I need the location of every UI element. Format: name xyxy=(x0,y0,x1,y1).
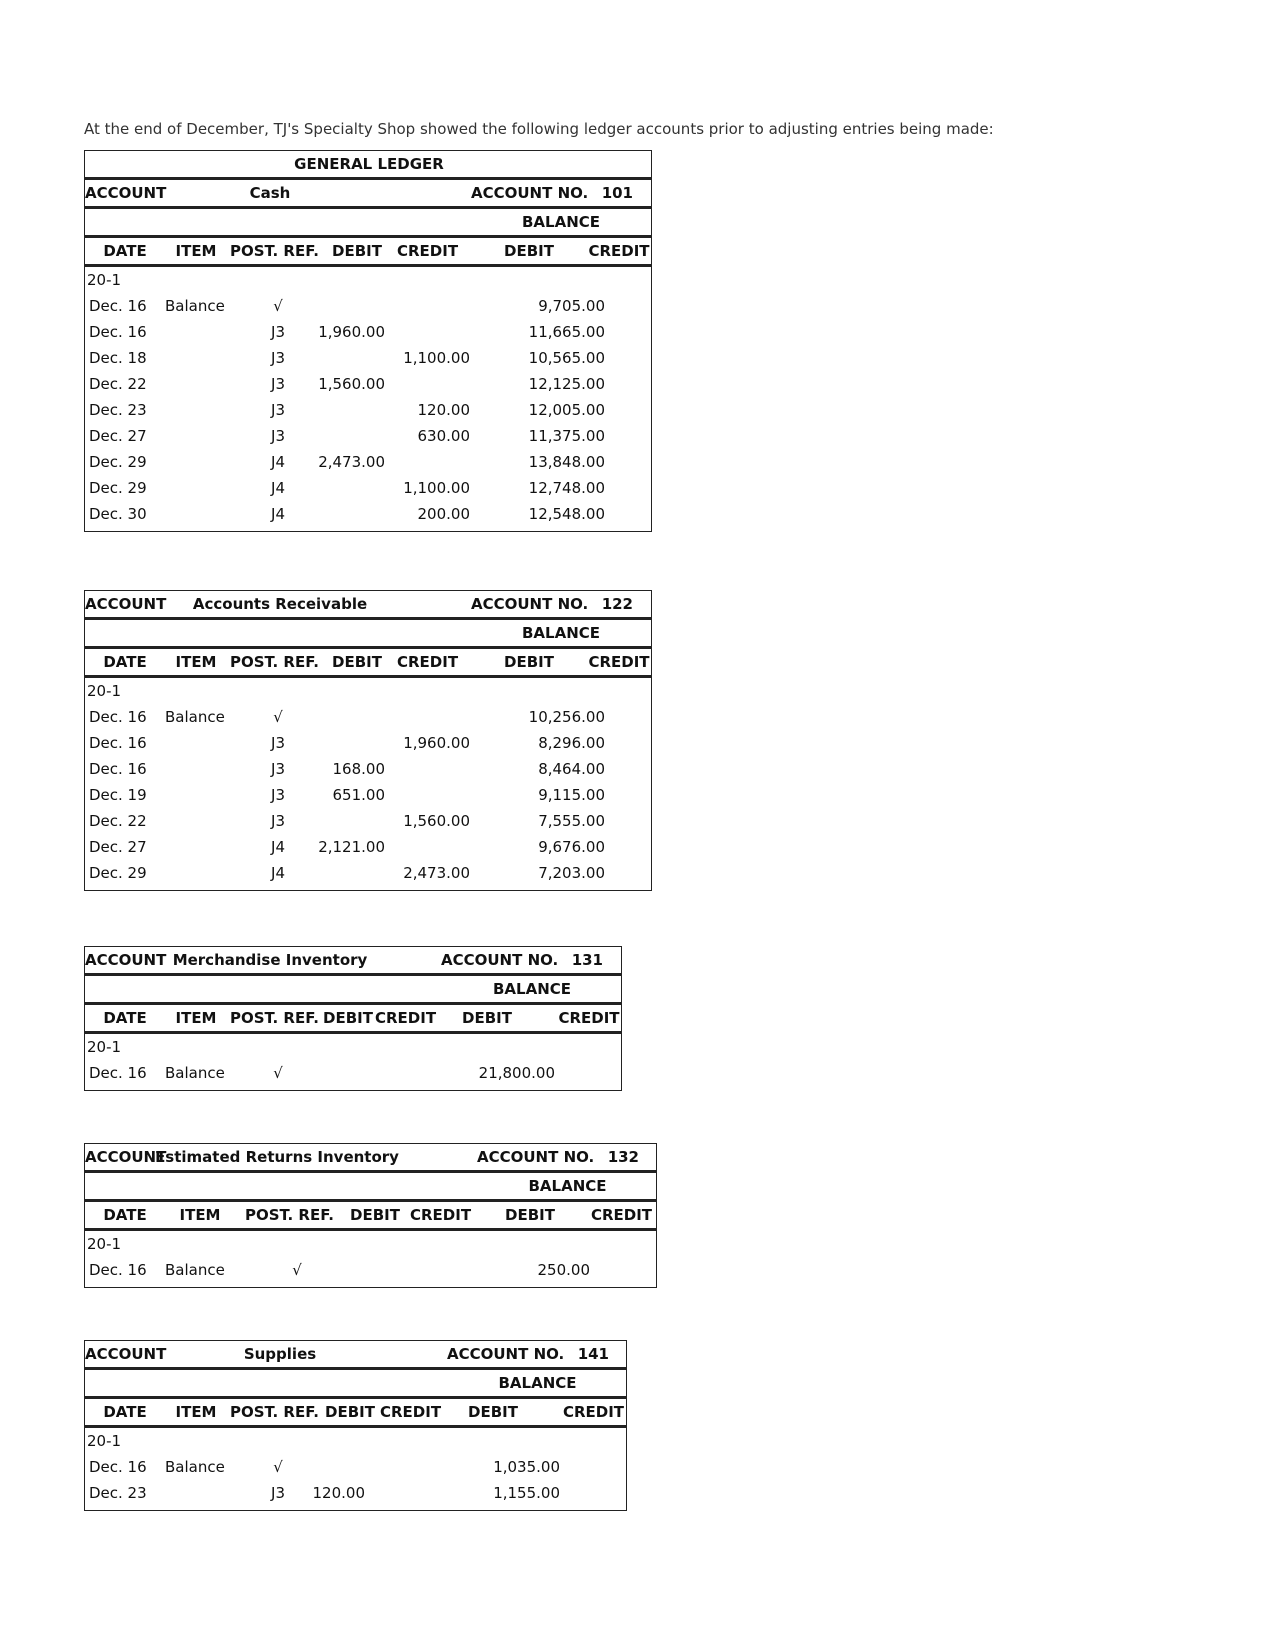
row-balance-debit: 9,705.00 xyxy=(538,297,605,315)
post-ref-header: POST. REF. xyxy=(230,653,319,671)
balance-debit-header: DEBIT xyxy=(504,242,554,260)
account-no-label: ACCOUNT NO. xyxy=(441,951,559,969)
post-ref-header: POST. REF. xyxy=(230,1403,319,1421)
item-header: ITEM xyxy=(175,1009,217,1027)
account-label: ACCOUNT xyxy=(85,184,167,202)
year-label: 20-1 xyxy=(87,1038,122,1056)
ledger-bottom-pad xyxy=(85,886,651,890)
ledger-row xyxy=(85,371,651,397)
balance-credit-header: CREDIT xyxy=(588,242,650,260)
balance-label: BALANCE xyxy=(521,213,601,231)
row-date: Dec. 16 xyxy=(89,734,147,752)
column-header-row xyxy=(85,1005,621,1034)
row-item: Balance xyxy=(165,1458,225,1476)
account-no-label: ACCOUNT NO. xyxy=(471,184,589,202)
row-debit: 168.00 xyxy=(332,760,385,778)
row-debit: 1,960.00 xyxy=(318,323,385,341)
column-header-row xyxy=(85,1202,656,1231)
row-date: Dec. 29 xyxy=(89,864,147,882)
ledger-row xyxy=(85,1454,626,1480)
row-balance-debit: 21,800.00 xyxy=(478,1064,555,1082)
ledger-row xyxy=(85,834,651,860)
balance-debit-header: DEBIT xyxy=(505,1206,555,1224)
checkmark-icon: √ xyxy=(273,1458,283,1476)
item-header: ITEM xyxy=(175,1403,217,1421)
row-balance-debit: 8,296.00 xyxy=(538,734,605,752)
row-item: Balance xyxy=(165,1261,225,1279)
row-balance-debit: 9,676.00 xyxy=(538,838,605,856)
balance-label: BALANCE xyxy=(498,1374,577,1392)
balance-label: BALANCE xyxy=(528,1177,607,1195)
row-credit: 630.00 xyxy=(417,427,470,445)
balance-credit-header: CREDIT xyxy=(558,1009,620,1027)
ledger-row xyxy=(85,808,651,834)
row-date: Dec. 16 xyxy=(89,1261,147,1279)
ledger-row xyxy=(85,293,651,319)
ledger-row xyxy=(85,1060,621,1086)
row-debit: 1,560.00 xyxy=(318,375,385,393)
ledger-account-131 xyxy=(84,946,622,1091)
row-debit: 651.00 xyxy=(332,786,385,804)
row-date: Dec. 16 xyxy=(89,708,147,726)
balance-label: BALANCE xyxy=(521,624,601,642)
row-date: Dec. 22 xyxy=(89,375,147,393)
row-date: Dec. 16 xyxy=(89,323,147,341)
row-balance-debit: 8,464.00 xyxy=(538,760,605,778)
account-no-label: ACCOUNT NO. xyxy=(471,595,589,613)
balance-header-row xyxy=(85,1370,626,1399)
account-no-label: ACCOUNT NO. xyxy=(447,1345,565,1363)
ledger-row xyxy=(85,782,651,808)
row-balance-debit: 250.00 xyxy=(537,1261,590,1279)
account-header-row xyxy=(85,947,621,976)
year-label: 20-1 xyxy=(87,682,122,700)
row-date: Dec. 30 xyxy=(89,505,147,523)
row-item: Balance xyxy=(165,1064,225,1082)
column-header-row xyxy=(85,238,651,267)
balance-header-row xyxy=(85,620,651,649)
row-credit: 1,560.00 xyxy=(403,812,470,830)
account-number: 131 xyxy=(571,951,603,969)
ledger-row xyxy=(85,860,651,886)
credit-header: CREDIT xyxy=(410,1206,472,1224)
debit-header: DEBIT xyxy=(325,1403,375,1421)
balance-credit-header: CREDIT xyxy=(562,1403,625,1421)
ledger-row xyxy=(85,1480,626,1506)
checkmark-icon: √ xyxy=(292,1261,302,1279)
row-post-ref: J3 xyxy=(271,375,285,393)
year-row xyxy=(85,1428,626,1454)
account-name: Accounts Receivable xyxy=(192,595,368,613)
debit-header: DEBIT xyxy=(332,242,382,260)
account-name: Merchandise Inventory xyxy=(172,951,368,969)
row-post-ref: J3 xyxy=(271,812,285,830)
account-header-row xyxy=(85,1144,656,1173)
column-header-row xyxy=(85,649,651,678)
balance-label: BALANCE xyxy=(492,980,572,998)
row-debit: 120.00 xyxy=(312,1484,365,1502)
credit-header: CREDIT xyxy=(380,1403,442,1421)
ledger-bottom-pad xyxy=(85,527,651,531)
balance-credit-header: CREDIT xyxy=(590,1206,653,1224)
account-number: 101 xyxy=(601,184,633,202)
account-label: ACCOUNT xyxy=(85,1148,167,1166)
row-balance-debit: 9,115.00 xyxy=(538,786,605,804)
row-balance-debit: 12,125.00 xyxy=(528,375,605,393)
row-debit: 2,473.00 xyxy=(318,453,385,471)
year-row xyxy=(85,267,651,293)
item-header: ITEM xyxy=(175,653,217,671)
year-label: 20-1 xyxy=(87,271,122,289)
ledger-row xyxy=(85,345,651,371)
year-label: 20-1 xyxy=(87,1235,122,1253)
row-balance-debit: 11,665.00 xyxy=(528,323,605,341)
account-header-row xyxy=(85,1341,626,1370)
balance-debit-header: DEBIT xyxy=(468,1403,518,1421)
post-ref-header: POST. REF. xyxy=(230,242,319,260)
row-credit: 1,100.00 xyxy=(403,349,470,367)
checkmark-icon: √ xyxy=(273,708,283,726)
row-item: Balance xyxy=(165,297,225,315)
row-date: Dec. 29 xyxy=(89,453,147,471)
row-balance-debit: 7,203.00 xyxy=(538,864,605,882)
row-post-ref: J3 xyxy=(271,760,285,778)
item-header: ITEM xyxy=(179,1206,221,1224)
balance-debit-header: DEBIT xyxy=(462,1009,512,1027)
intro-text: At the end of December, TJ's Specialty Shop showed the following ledger accounts prior to adjusting entries being made: xyxy=(84,120,994,138)
row-item: Balance xyxy=(165,708,225,726)
row-date: Dec. 19 xyxy=(89,786,147,804)
ledger-row xyxy=(85,423,651,449)
row-date: Dec. 18 xyxy=(89,349,147,367)
ledger-account-101 xyxy=(84,150,652,532)
row-post-ref: J3 xyxy=(271,401,285,419)
row-date: Dec. 23 xyxy=(89,1484,147,1502)
balance-header-row xyxy=(85,209,651,238)
account-label: ACCOUNT xyxy=(85,595,167,613)
row-post-ref: J4 xyxy=(271,453,285,471)
row-balance-debit: 12,548.00 xyxy=(528,505,605,523)
ledger-row xyxy=(85,1257,656,1283)
ledger-title: GENERAL LEDGER xyxy=(294,155,444,173)
ledger-account-132 xyxy=(84,1143,657,1288)
year-row xyxy=(85,1231,656,1257)
credit-header: CREDIT xyxy=(397,242,459,260)
row-balance-debit: 13,848.00 xyxy=(528,453,605,471)
credit-header: CREDIT xyxy=(375,1009,437,1027)
row-post-ref: J3 xyxy=(271,349,285,367)
item-header: ITEM xyxy=(175,242,217,260)
account-header-row xyxy=(85,180,651,209)
account-name: Cash xyxy=(249,184,291,202)
ledger-row xyxy=(85,475,651,501)
row-post-ref: J4 xyxy=(271,479,285,497)
ledger-bottom-pad xyxy=(85,1086,621,1090)
post-ref-header: POST. REF. xyxy=(230,1009,319,1027)
row-credit: 1,100.00 xyxy=(403,479,470,497)
date-header: DATE xyxy=(103,1403,147,1421)
balance-header-row xyxy=(85,976,621,1005)
row-date: Dec. 27 xyxy=(89,427,147,445)
post-ref-header: POST. REF. xyxy=(245,1206,334,1224)
account-number: 141 xyxy=(577,1345,609,1363)
account-label: ACCOUNT xyxy=(85,951,167,969)
row-debit: 2,121.00 xyxy=(318,838,385,856)
row-balance-debit: 1,035.00 xyxy=(493,1458,560,1476)
date-header: DATE xyxy=(103,1206,147,1224)
account-number: 132 xyxy=(607,1148,639,1166)
ledger-account-122 xyxy=(84,590,652,891)
row-balance-debit: 10,565.00 xyxy=(528,349,605,367)
ledger-row xyxy=(85,397,651,423)
account-header-row xyxy=(85,591,651,620)
ledger-title-row xyxy=(85,151,651,180)
account-name: Estimated Returns Inventory xyxy=(155,1148,399,1166)
row-credit: 1,960.00 xyxy=(403,734,470,752)
account-label: ACCOUNT xyxy=(85,1345,167,1363)
row-balance-debit: 1,155.00 xyxy=(493,1484,560,1502)
ledger-account-141 xyxy=(84,1340,627,1511)
account-name: Supplies xyxy=(243,1345,317,1363)
row-post-ref: J3 xyxy=(271,323,285,341)
debit-header: DEBIT xyxy=(350,1206,400,1224)
debit-header: DEBIT xyxy=(332,653,382,671)
row-post-ref: J4 xyxy=(271,838,285,856)
row-balance-debit: 7,555.00 xyxy=(538,812,605,830)
ledger-row xyxy=(85,704,651,730)
ledger-row xyxy=(85,756,651,782)
row-balance-debit: 12,005.00 xyxy=(528,401,605,419)
row-post-ref: J3 xyxy=(271,1484,285,1502)
row-post-ref: J3 xyxy=(271,734,285,752)
balance-debit-header: DEBIT xyxy=(504,653,554,671)
row-post-ref: J4 xyxy=(271,505,285,523)
date-header: DATE xyxy=(103,1009,147,1027)
row-credit: 2,473.00 xyxy=(403,864,470,882)
row-credit: 120.00 xyxy=(417,401,470,419)
row-date: Dec. 16 xyxy=(89,760,147,778)
row-post-ref: J3 xyxy=(271,427,285,445)
row-date: Dec. 16 xyxy=(89,1064,147,1082)
row-post-ref: J4 xyxy=(271,864,285,882)
year-row xyxy=(85,678,651,704)
row-balance-debit: 11,375.00 xyxy=(528,427,605,445)
date-header: DATE xyxy=(103,653,147,671)
ledger-row xyxy=(85,501,651,527)
ledger-row xyxy=(85,730,651,756)
ledger-bottom-pad xyxy=(85,1283,656,1287)
year-label: 20-1 xyxy=(87,1432,122,1450)
row-balance-debit: 10,256.00 xyxy=(528,708,605,726)
debit-header: DEBIT xyxy=(323,1009,373,1027)
account-number: 122 xyxy=(601,595,633,613)
checkmark-icon: √ xyxy=(273,297,283,315)
balance-header-row xyxy=(85,1173,656,1202)
row-credit: 200.00 xyxy=(417,505,470,523)
row-date: Dec. 16 xyxy=(89,297,147,315)
balance-credit-header: CREDIT xyxy=(588,653,650,671)
row-post-ref: J3 xyxy=(271,786,285,804)
checkmark-icon: √ xyxy=(273,1064,283,1082)
row-date: Dec. 16 xyxy=(89,1458,147,1476)
credit-header: CREDIT xyxy=(397,653,459,671)
row-date: Dec. 27 xyxy=(89,838,147,856)
ledger-row xyxy=(85,319,651,345)
row-balance-debit: 12,748.00 xyxy=(528,479,605,497)
account-no-label: ACCOUNT NO. xyxy=(477,1148,595,1166)
row-date: Dec. 29 xyxy=(89,479,147,497)
date-header: DATE xyxy=(103,242,147,260)
year-row xyxy=(85,1034,621,1060)
row-date: Dec. 23 xyxy=(89,401,147,419)
column-header-row xyxy=(85,1399,626,1428)
ledger-bottom-pad xyxy=(85,1506,626,1510)
ledger-row xyxy=(85,449,651,475)
row-date: Dec. 22 xyxy=(89,812,147,830)
